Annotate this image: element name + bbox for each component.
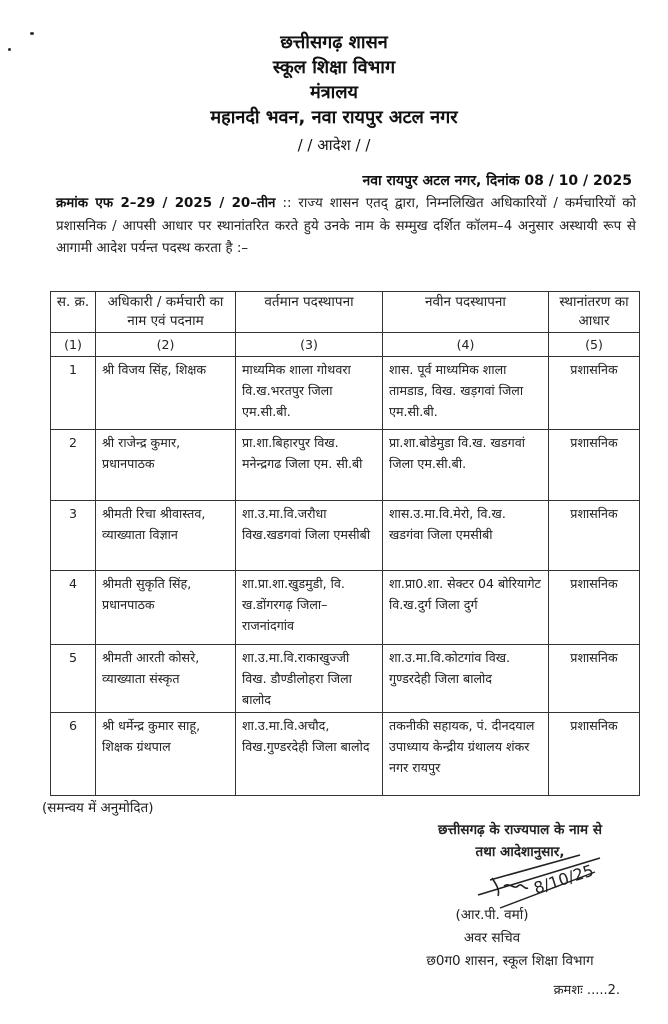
header-transfer-basis: स्थानांतरण का आधार [549, 292, 640, 333]
header-serial: स. क्र. [51, 292, 96, 333]
name-cell: श्री राजेन्द्र कुमार, प्रधानपाठक [96, 430, 236, 501]
order-intro [56, 193, 636, 261]
column-number-row [51, 333, 640, 357]
signature-date: 8/10/25 [531, 860, 596, 898]
basis-cell: प्रशासनिक [549, 571, 640, 645]
order-title: / / आदेश / / [297, 136, 371, 154]
office-address: महानदी भवन, नवा रायपुर अटल नगर [210, 107, 458, 128]
current-posting-cell: शा.उ.मा.वि.राकाखुज्जी विख. डौण्डीलोहरा जिला बालोद [236, 645, 383, 713]
table-row [51, 713, 640, 796]
name-cell: श्री विजय सिंह, शिक्षक [96, 357, 236, 430]
order-text: :: राज्य शासन एतद् द्वारा, निम्नलिखित अधिकारियों / कर्मचारियों को प्रशासनिक / आपसी आधार पर स्थानांतरित करते हुये उनके नाम के सम्मुख दर्शित कॉलम–4 अनुसार अस्थायी रूप से आगामी आदेश पर्यन्त पदस्थ करता है :– [56, 196, 636, 256]
name-cell: श्रीमती आरती कोसरे, व्याख्याता संस्कृत [96, 645, 236, 713]
column-number: (5) [549, 333, 640, 357]
column-number: (3) [236, 333, 383, 357]
serial-cell: 4 [51, 571, 96, 645]
table-row [51, 571, 640, 645]
table-row [51, 501, 640, 571]
serial-cell: 6 [51, 713, 96, 796]
serial-cell: 5 [51, 645, 96, 713]
current-posting-cell: प्रा.शा.बिहारपुर विख. मनेन्द्रगढ जिला एम. सी.बी [236, 430, 383, 501]
new-posting-cell: शास.उ.मा.वि.मेरो, वि.ख. खडगंवा जिला एमसीबी [383, 501, 549, 571]
column-number: (1) [51, 333, 96, 357]
new-posting-cell: तकनीकी सहायक, पं. दीनदयाल उपाध्याय केन्द्रीय ग्रंथालय शंकर नगर रायपुर [383, 713, 549, 796]
basis-cell: प्रशासनिक [549, 645, 640, 713]
new-posting-cell: प्रा.शा.बोडेमुडा वि.ख. खडगवां जिला एम.सी.बी. [383, 430, 549, 501]
current-posting-cell: शा.उ.मा.वि.जरौधा विख.खडगवां जिला एमसीबी [236, 501, 383, 571]
signatory-designation: अवर सचिव [463, 930, 521, 946]
order-number: क्रमांक एफ 2–29 / 2025 / 20–तीन [56, 196, 276, 211]
handwritten-signature [470, 850, 610, 910]
table-row [51, 645, 640, 713]
continued-marker: क्रमशः .....2. [553, 983, 620, 998]
signature-line-1: छत्तीसगढ़ के राज्यपाल के नाम से [438, 822, 602, 838]
serial-cell: 3 [51, 501, 96, 571]
office-name: मंत्रालय [309, 82, 358, 103]
current-posting-cell: शा.प्रा.शा.खुडमुडी, वि. ख.डोंगरगढ़ जिला–राजनांदगांव [236, 571, 383, 645]
current-posting-cell: शा.उ.मा.वि.अचौद, विख.गुण्डरदेही जिला बालोद [236, 713, 383, 796]
column-number: (2) [96, 333, 236, 357]
new-posting-cell: शा.उ.मा.वि.कोटगांव विख. गुण्डरदेही जिला बालोद [383, 645, 549, 713]
current-posting-cell: माध्यमिक शाला गोथवरा वि.ख.भरतपुर जिला एम.सी.बी. [236, 357, 383, 430]
basis-cell: प्रशासनिक [549, 501, 640, 571]
table-row [51, 430, 640, 501]
transfer-table [50, 291, 640, 796]
new-posting-cell: शास. पूर्व माध्यमिक शाला तामडाड, विख. खड़गवां जिला एम.सी.बी. [383, 357, 549, 430]
basis-cell: प्रशासनिक [549, 713, 640, 796]
name-cell: श्रीमती सुकृति सिंह, प्रधानपाठक [96, 571, 236, 645]
basis-cell: प्रशासनिक [549, 430, 640, 501]
header-new-posting: नवीन पदस्थापना [383, 292, 549, 333]
government-name: छत्तीसगढ़ शासन [280, 32, 388, 53]
serial-cell: 1 [51, 357, 96, 430]
basis-cell: प्रशासनिक [549, 357, 640, 430]
header-current-posting: वर्तमान पदस्थापना [236, 292, 383, 333]
table-row [51, 357, 640, 430]
approval-note: (समन्वय में अनुमोदित) [42, 800, 154, 816]
dateline: नवा रायपुर अटल नगर, दिनांक 08 / 10 / 2025 [362, 173, 632, 189]
header-name: अधिकारी / कर्मचारी का नाम एवं पदनाम [96, 292, 236, 333]
column-number: (4) [383, 333, 549, 357]
table-header-row [51, 292, 640, 333]
new-posting-cell: शा.प्रा0.शा. सेक्टर 04 बोरियागेट वि.ख.दुर्ग जिला दुर्ग [383, 571, 549, 645]
name-cell: श्रीमती रिचा श्रीवास्तव, व्याख्याता विज्ञान [96, 501, 236, 571]
serial-cell: 2 [51, 430, 96, 501]
signatory-name: (आर.पी. वर्मा) [455, 907, 529, 923]
signatory-department: छ0ग0 शासन, स्कूल शिक्षा विभाग [426, 953, 594, 969]
department-name: स्कूल शिक्षा विभाग [272, 57, 396, 78]
signature-line-2: तथा आदेशानुसार, [475, 844, 565, 860]
name-cell: श्री धर्मेन्द्र कुमार साहू, शिक्षक ग्रंथपाल [96, 713, 236, 796]
